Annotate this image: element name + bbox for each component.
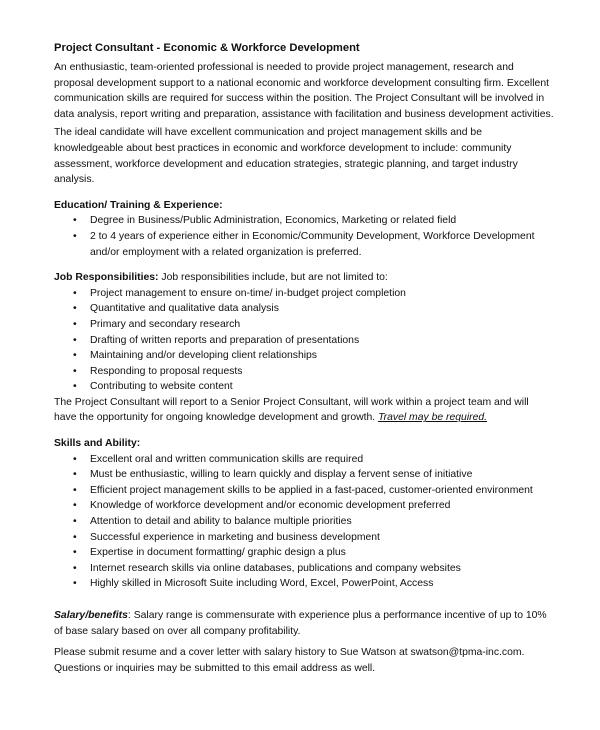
- skills-heading: Skills and Ability:: [54, 438, 141, 450]
- bullet-icon: •: [73, 469, 77, 481]
- list-item: • Quantitative and qualitative data analysis: [54, 301, 554, 317]
- bullet-icon: •: [73, 365, 77, 377]
- bullet-icon: •: [73, 484, 77, 496]
- skills-list: [54, 452, 554, 592]
- travel-note: Travel may be required.: [378, 412, 488, 424]
- list-item: • Attention to detail and ability to balance multiple priorities: [54, 514, 554, 530]
- responsibilities-list: [54, 286, 554, 395]
- responsibilities-intro: Job Responsibilities: Job responsibilities include, but are not limited to:: [54, 272, 388, 284]
- list-item: • Knowledge of workforce development and/or economic development preferred: [54, 498, 554, 514]
- list-item: • Maintaining and/or developing client relationships: [54, 348, 554, 364]
- document-title: Project Consultant - Economic & Workforce Development: [54, 42, 360, 54]
- list-item: • Internet research skills via online databases, publications and company websites: [54, 561, 554, 577]
- list-item: • Highly skilled in Microsoft Suite including Word, Excel, PowerPoint, Access: [54, 576, 554, 592]
- list-item: • Excellent oral and written communication skills are required: [54, 452, 554, 468]
- list-item: • Degree in Business/Public Administration, Economics, Marketing or related field: [54, 213, 554, 229]
- responsibilities-heading: Job Responsibilities:: [54, 272, 159, 284]
- list-item: • Project management to ensure on-time/ in-budget project completion: [54, 286, 554, 302]
- bullet-icon: •: [73, 547, 77, 559]
- list-item: • Expertise in document formatting/ graphic design a plus: [54, 545, 554, 561]
- list-item: • 2 to 4 years of experience either in Economic/Community Development, Workforce Development and/or employment with a related organization is preferred.: [73, 230, 535, 258]
- bullet-icon: •: [73, 453, 77, 465]
- bullet-icon: •: [73, 500, 77, 512]
- list-item: • Responding to proposal requests: [54, 364, 554, 380]
- job-posting-document: [54, 40, 554, 676]
- list-item: • Successful experience in marketing and business development: [54, 530, 554, 546]
- bullet-icon: •: [73, 215, 77, 227]
- ideal-candidate-paragraph: The ideal candidate will have excellent communication and project management skills and be knowledgeable about best practices in economic and workforce development to include: community assessment, workforce development and education strategies, strategic planning, and target industry analysis.: [54, 127, 518, 186]
- list-item: • Efficient project management skills to be applied in a fast-paced, customer-oriented environment: [54, 483, 554, 499]
- list-item: • Drafting of written reports and preparation of presentations: [54, 333, 554, 349]
- list-item: • Primary and secondary research: [54, 317, 554, 333]
- list-item: • Contributing to website content: [54, 379, 554, 395]
- list-item: • Must be enthusiastic, willing to learn quickly and display a fervent sense of initiative: [54, 467, 554, 483]
- education-heading: Education/ Training & Experience:: [54, 199, 223, 211]
- bullet-icon: •: [73, 287, 77, 299]
- bullet-icon: •: [73, 578, 77, 590]
- education-list: [54, 213, 554, 260]
- bullet-icon: •: [73, 230, 77, 242]
- intro-paragraph: An enthusiastic, team-oriented professional is needed to provide project management, research and proposal development support to a national economic and workforce development consulting firm. Excellent communication skills are required for success within the position. The Project Consultant will be involved in data analysis, report writing and preparation, assistance with facilitation and business development activities.: [54, 62, 554, 120]
- bullet-icon: •: [73, 303, 77, 315]
- bullet-icon: •: [73, 318, 77, 330]
- bullet-icon: •: [73, 516, 77, 528]
- reporting-paragraph: The Project Consultant will report to a Senior Project Consultant, will work within a project team and will have the opportunity for ongoing knowledge development and growth. Travel may be required.: [54, 396, 529, 424]
- bullet-icon: •: [73, 562, 77, 574]
- closing-paragraph: Please submit resume and a cover letter with salary history to Sue Watson at swatson@tpma-inc.com. Questions or inquiries may be submitted to this email address as well.: [54, 647, 525, 674]
- salary-label: Salary/benefits: [54, 610, 128, 621]
- bullet-icon: •: [73, 531, 77, 543]
- bullet-icon: •: [73, 350, 77, 362]
- bullet-icon: •: [73, 334, 77, 346]
- salary-paragraph: Salary/benefits: Salary range is commensurate with experience plus a performance incentive of up to 10% of base salary based on over all company profitability.: [54, 610, 547, 637]
- bullet-icon: •: [73, 381, 77, 393]
